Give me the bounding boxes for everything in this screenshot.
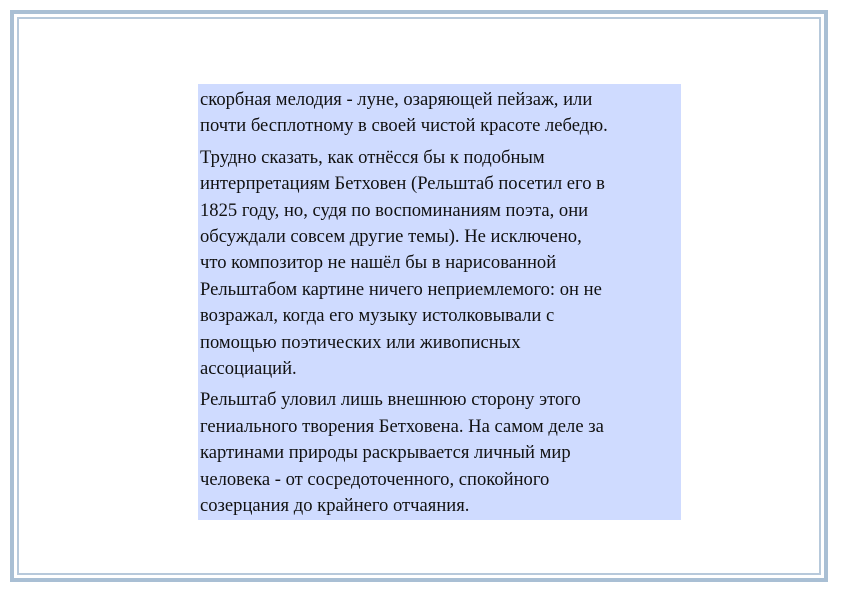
- paragraph-2: Трудно сказать, как отнёсся бы к подобным интерпретациям Бетховен (Рельштаб посетил его в 1825 году, но, судя по воспоминаниям поэта, они обсуждали совсем другие темы). Не исключено, что композитор не нашёл бы в нарисованной Рельштабом картине ничего неприемлемого: он не возражал, когда его музыку истолковывали с помощью поэтических или живописных ассоциаций.: [200, 146, 605, 380]
- text-box: [198, 84, 681, 520]
- paragraph-3: Рельштаб уловил лишь внешнюю сторону этого гениального творения Бетховена. На самом деле за картинами природы раскрывается личный мир человека - от сосредоточенного, спокойного созерцания до крайнего отчаяния.: [200, 389, 604, 517]
- paragraph-1: скорбная мелодия - луне, озаряющей пейзаж, или почти бесплотному в своей чистой красоте лебедю.: [200, 89, 608, 137]
